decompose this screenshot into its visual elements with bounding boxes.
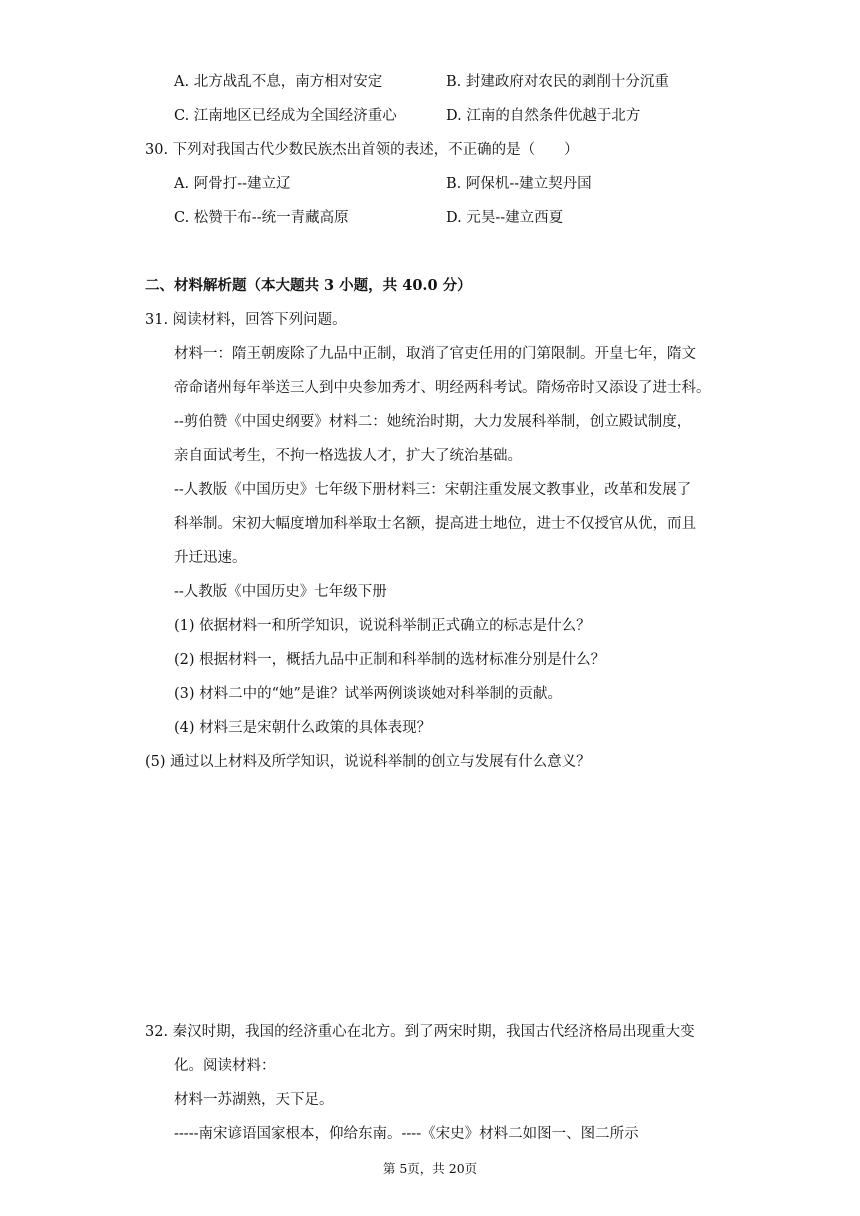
q31-material-line: 升迁迅速。 [174, 550, 247, 566]
q29-option-c: C. 江南地区已经成为全国经济重心 [174, 108, 397, 124]
q32-line: 化。阅读材料： [174, 1058, 276, 1074]
q31-subquestion-1: (1) 依据材料一和所学知识，说说科举制正式确立的标志是什么？ [174, 618, 591, 634]
q31-subquestion-4: (4) 材料三是宋朝什么政策的具体表现？ [174, 720, 432, 736]
q31-stem: 31. 阅读材料，回答下列问题。 [145, 312, 347, 328]
q31-material-line: --人教版《中国历史》七年级下册 [174, 584, 387, 600]
q30-option-d: D. 元昊--建立西夏 [446, 210, 564, 226]
q32-line: 材料一苏湖熟，天下足。 [174, 1092, 334, 1108]
q30-option-b: B. 阿保机--建立契丹国 [446, 176, 592, 192]
q30-option-a: A. 阿骨打--建立辽 [174, 176, 291, 192]
page-number: 第 5页，共 20页 [382, 1161, 478, 1176]
q29-option-a: A. 北方战乱不息，南方相对安定 [174, 74, 383, 90]
q31-material-line: --人教版《中国历史》七年级下册材料三：宋朝注重发展文教事业，改革和发展了 [174, 482, 692, 498]
q31-material-line: 材料一：隋王朝废除了九品中正制，取消了官吏任用的门第限制。开皇七年，隋文 [174, 346, 696, 362]
q30-stem: 30. 下列对我国古代少数民族杰出首领的表述，不正确的是（ ） [145, 142, 579, 158]
q31-subquestion-3: (3) 材料二中的“她”是谁？试举两例谈谈她对科举制的贡献。 [174, 686, 562, 702]
q31-material-line: 帝命诸州每年举送三人到中央参加秀才、明经两科考试。隋炀帝时又添设了进士科。 [174, 380, 711, 396]
q32-stem: 32. 秦汉时期，我国的经济重心在北方。到了两宋时期，我国古代经济格局出现重大变 [145, 1024, 695, 1040]
q29-option-d: D. 江南的自然条件优越于北方 [446, 108, 641, 124]
section-heading: 二、材料解析题（本大题共 3 小题，共 40.0 分） [145, 277, 472, 294]
q31-material-line: 亲自面试考生，不拘一格选拔人才，扩大了统治基础。 [174, 448, 522, 464]
q29-option-b: B. 封建政府对农民的剥削十分沉重 [446, 74, 669, 90]
q31-subquestion-2: (2) 根据材料一，概括九品中正制和科举制的选材标准分别是什么？ [174, 652, 606, 668]
q31-material-line: 科举制。宋初大幅度增加科举取士名额，提高进士地位，进士不仅授官从优，而且 [174, 516, 696, 532]
q30-option-c: C. 松赞干布--统一青藏高原 [174, 210, 349, 226]
q32-line: -----南宋谚语国家根本，仰给东南。----《宋史》材料二如图一、图二所示 [174, 1126, 639, 1142]
q31-subquestion-5: (5) 通过以上材料及所学知识，说说科举制的创立与发展有什么意义？ [145, 754, 591, 770]
q31-material-line: --剪伯赞《中国史纲要》材料二：她统治时期，大力发展科举制，创立殿试制度， [174, 414, 692, 430]
